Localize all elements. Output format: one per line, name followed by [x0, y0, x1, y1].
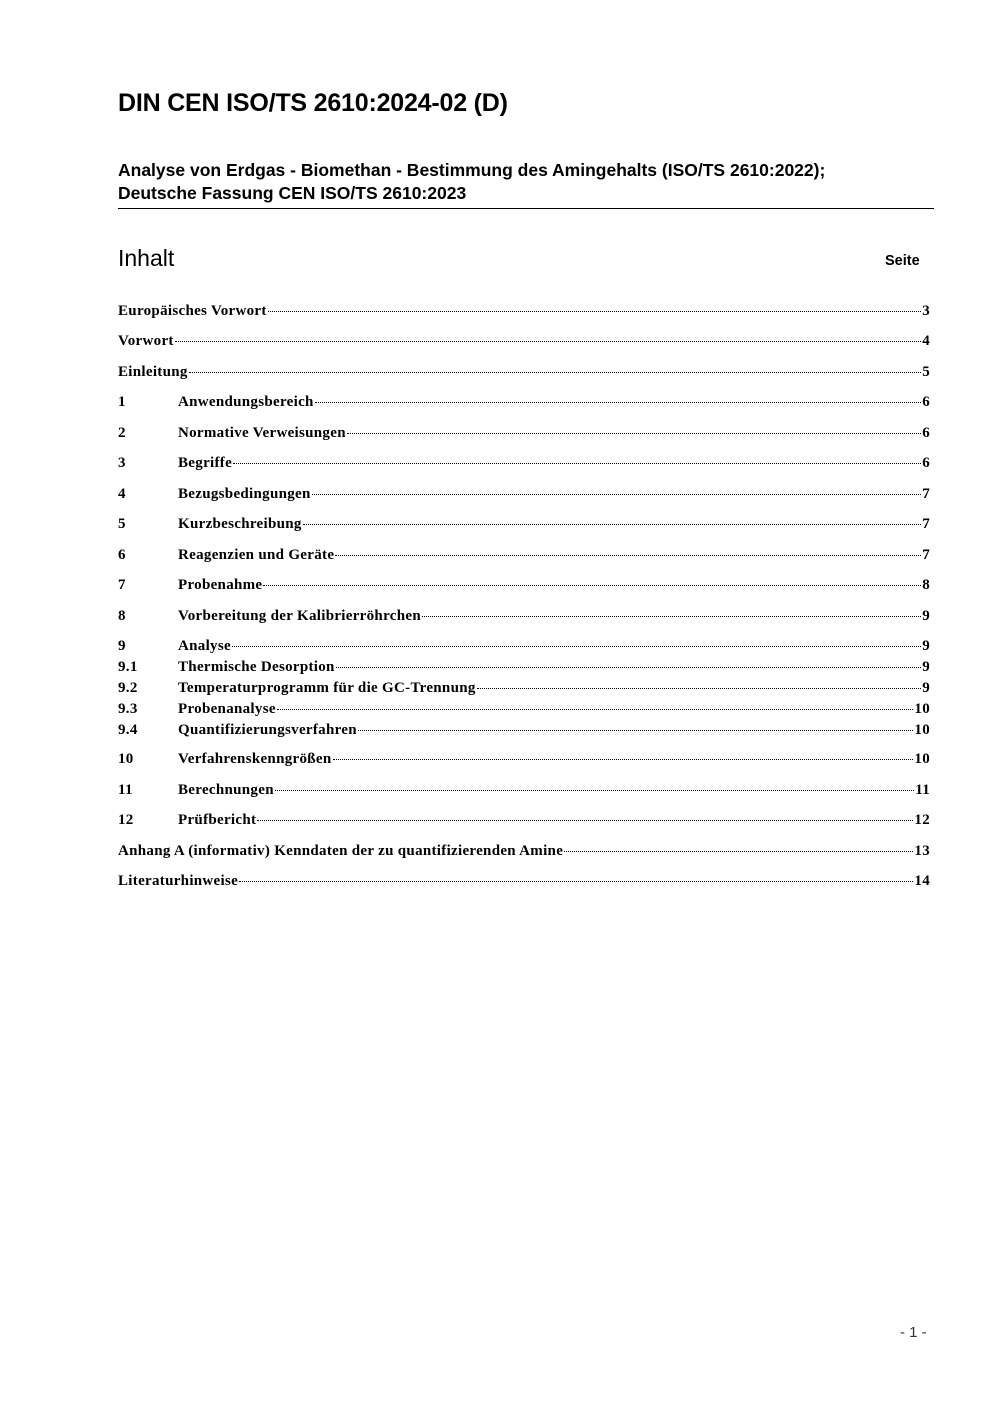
- toc-dot-leader: [315, 402, 922, 403]
- toc-entry-page: 10: [914, 751, 930, 767]
- toc-entry-number: 5: [118, 516, 126, 532]
- page-number: - 1 -: [900, 1324, 927, 1341]
- toc-entry-number: 10: [118, 751, 134, 767]
- toc-entry-title: Probenahme: [178, 577, 263, 593]
- toc-entry-page: 11: [915, 782, 930, 798]
- toc-entry-page: 7: [922, 547, 930, 563]
- toc-entry[interactable]: [118, 751, 930, 768]
- toc-entry-page: 10: [914, 701, 930, 717]
- toc-entry-title: Anhang A (informativ) Kenndaten der zu quantifizierenden Amine: [118, 843, 564, 859]
- toc-heading: Inhalt: [118, 245, 175, 271]
- toc-entry[interactable]: [118, 455, 930, 472]
- toc-entry-page: 9: [922, 680, 930, 696]
- toc-entry-title: Bezugsbedingungen: [178, 486, 311, 502]
- toc-entry-title: Begriffe: [178, 455, 233, 471]
- toc-entry[interactable]: [118, 843, 930, 860]
- toc-entry-page: 10: [914, 722, 930, 738]
- toc-dot-leader: [257, 820, 913, 821]
- toc-entry-title: Vorwort: [118, 333, 174, 349]
- toc-entry[interactable]: [118, 701, 930, 718]
- toc-dot-leader: [312, 494, 922, 495]
- toc-entry-page: 4: [922, 333, 930, 349]
- toc-dot-leader: [358, 730, 914, 731]
- toc-entry-number: 9.1: [118, 659, 138, 675]
- subtitle-line-2: Deutsche Fassung CEN ISO/TS 2610:2023: [118, 183, 467, 203]
- document-title: DIN CEN ISO/TS 2610:2024-02 (D): [118, 89, 508, 117]
- toc-entry-title: Reagenzien und Geräte: [178, 547, 335, 563]
- toc-dot-leader: [275, 790, 914, 791]
- toc-dot-leader: [422, 616, 921, 617]
- toc-entry-title: Einleitung: [118, 364, 188, 380]
- toc-entry-page: 6: [922, 425, 930, 441]
- toc-entry-title: Vorbereitung der Kalibrierröhrchen: [178, 608, 421, 624]
- toc-entry-number: 3: [118, 455, 126, 471]
- toc-entry-title: Temperaturprogramm für die GC-Trennung: [178, 680, 476, 696]
- toc-dot-leader: [263, 585, 921, 586]
- toc-dot-leader: [303, 524, 921, 525]
- toc-entry-title: Kurzbeschreibung: [178, 516, 302, 532]
- toc-entry-number: 1: [118, 394, 126, 410]
- toc-entry-page: 6: [922, 455, 930, 471]
- toc-entry[interactable]: [118, 486, 930, 503]
- toc-entry-number: 7: [118, 577, 126, 593]
- toc-dot-leader: [335, 555, 921, 556]
- toc-entry[interactable]: [118, 333, 930, 350]
- toc-entry-number: 9: [118, 638, 126, 654]
- toc-entry-page: 14: [914, 873, 930, 889]
- toc-entry[interactable]: [118, 547, 930, 564]
- toc-entry[interactable]: [118, 812, 930, 829]
- toc-dot-leader: [333, 759, 914, 760]
- toc-dot-leader: [268, 311, 922, 312]
- toc-entry-title: Literaturhinweise: [118, 873, 239, 889]
- toc-entry-page: 9: [922, 659, 930, 675]
- toc-entry[interactable]: [118, 782, 930, 799]
- toc-entry[interactable]: [118, 873, 930, 890]
- toc-entry-title: Europäisches Vorwort: [118, 303, 267, 319]
- toc-entry-page: 6: [922, 394, 930, 410]
- toc-entry-page: 8: [922, 577, 930, 593]
- toc-entry-number: 9.4: [118, 722, 138, 738]
- toc-entry-title: Berechnungen: [178, 782, 274, 798]
- toc-entry-title: Normative Verweisungen: [178, 425, 346, 441]
- toc-dot-leader: [277, 709, 914, 710]
- toc-dot-leader: [347, 433, 921, 434]
- toc-entry-number: 9.2: [118, 680, 138, 696]
- toc-entry-page: 9: [922, 638, 930, 654]
- toc-entry-title: Thermische Desorption: [178, 659, 335, 675]
- toc-entry-number: 6: [118, 547, 126, 563]
- toc-page-column-label: Seite: [885, 253, 920, 269]
- toc-entry[interactable]: [118, 608, 930, 625]
- toc-entry[interactable]: [118, 364, 930, 381]
- toc-entry[interactable]: [118, 659, 930, 676]
- toc-dot-leader: [232, 646, 921, 647]
- toc-dot-leader: [564, 851, 913, 852]
- subtitle-line-1: Analyse von Erdgas - Biomethan - Bestimmung des Amingehalts (ISO/TS 2610:2022);: [118, 160, 826, 180]
- toc-entry-title: Probenanalyse: [178, 701, 276, 717]
- toc-entry[interactable]: [118, 303, 930, 320]
- toc-entry-page: 9: [922, 608, 930, 624]
- toc-entry-page: 13: [914, 843, 930, 859]
- toc-entry[interactable]: [118, 638, 930, 655]
- toc-dot-leader: [239, 881, 913, 882]
- toc-entry-page: 3: [922, 303, 930, 319]
- toc-dot-leader: [477, 688, 922, 689]
- toc-entry[interactable]: [118, 722, 930, 739]
- toc-entry-page: 5: [922, 364, 930, 380]
- toc-entry-title: Prüfbericht: [178, 812, 257, 828]
- toc-entry-title: Quantifizierungsverfahren: [178, 722, 357, 738]
- toc-entry-number: 9.3: [118, 701, 138, 717]
- toc-dot-leader: [233, 463, 921, 464]
- toc-dot-leader: [336, 667, 921, 668]
- toc-entry-number: 11: [118, 782, 133, 798]
- toc-entry-number: 2: [118, 425, 126, 441]
- toc-entry-title: Verfahrenskenngrößen: [178, 751, 332, 767]
- document-subtitle: [118, 159, 934, 209]
- toc-entry-page: 7: [922, 516, 930, 532]
- toc-entry[interactable]: [118, 680, 930, 697]
- toc-dot-leader: [175, 341, 921, 342]
- toc-entry-title: Analyse: [178, 638, 231, 654]
- toc-dot-leader: [189, 372, 922, 373]
- toc-entry[interactable]: [118, 425, 930, 442]
- toc-entry-number: 12: [118, 812, 134, 828]
- toc-entry[interactable]: [118, 394, 930, 411]
- toc-entry[interactable]: [118, 577, 930, 594]
- toc-entry-page: 7: [922, 486, 930, 502]
- toc-entry-page: 12: [914, 812, 930, 828]
- toc-entry-number: 4: [118, 486, 126, 502]
- toc-entry-number: 8: [118, 608, 126, 624]
- toc-entry-title: Anwendungsbereich: [178, 394, 314, 410]
- toc-entry[interactable]: [118, 516, 930, 533]
